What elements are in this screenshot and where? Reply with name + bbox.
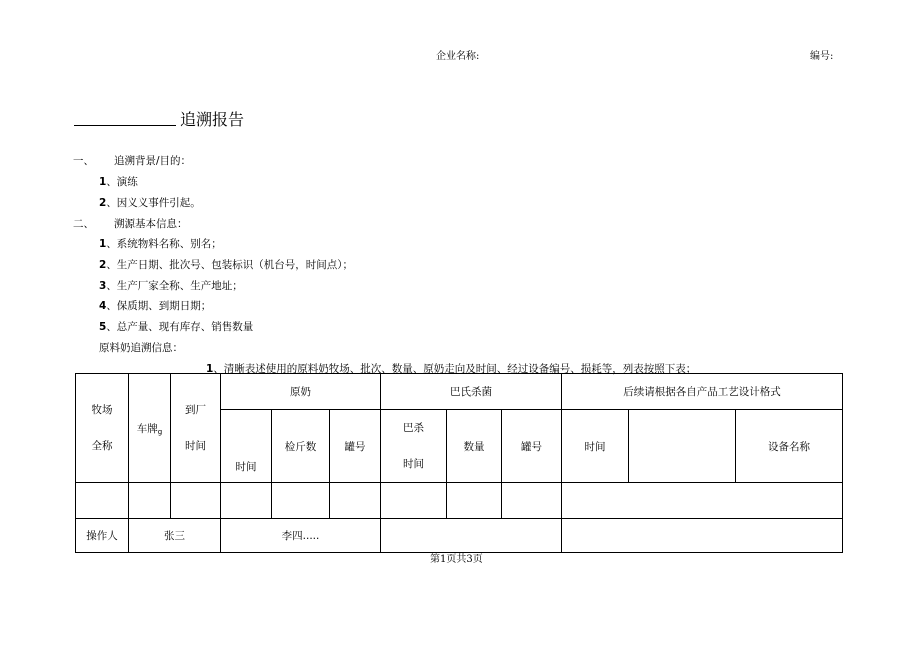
section-1-label: 追溯背景/目的：	[114, 155, 192, 167]
section-1-number: 一、	[73, 155, 94, 167]
header-arrival-time: 到厂 时间	[171, 374, 221, 483]
operator-1: 张三	[129, 519, 221, 553]
title-blank-line	[74, 125, 176, 126]
list-item: 1、系统物料名称、别名；	[99, 238, 222, 250]
section-2-label: 溯源基本信息：	[114, 218, 188, 230]
header-plate: 车牌$_g$	[129, 374, 171, 483]
list-item: 1、演练	[99, 176, 138, 188]
milk-trace-instruction: 1、清晰表述使用的原料奶牧场、批次、数量、原奶走向及时间、经过设备编号、损耗等，列表按照下表；	[206, 363, 697, 375]
page-footer: 第1页共3页	[430, 554, 483, 565]
header-pasteur-quantity: 数量	[447, 410, 502, 483]
header-followup: 后续请根据各自产品工艺设计格式	[562, 374, 843, 410]
list-item: 5、总产量、现有库存、销售数量	[99, 321, 254, 333]
header-farm: 牧场 全称	[76, 374, 129, 483]
section-2-number: 二、	[73, 218, 94, 230]
header-raw-milk: 原奶	[221, 374, 381, 410]
header-followup-blank	[629, 410, 736, 483]
header-followup-time: 时间	[562, 410, 629, 483]
header-raw-weight: 检斤数	[272, 410, 330, 483]
serial-number-label: 编号:	[810, 51, 834, 62]
list-item: 2、生产日期、批次号、包装标识（机台号，时间点）；	[99, 259, 354, 271]
header-pasteur-time: 巴杀 时间	[381, 410, 447, 483]
header-raw-time: 时间	[221, 410, 272, 483]
list-item: 4、保质期、到期日期；	[99, 300, 212, 312]
operator-label: 操作人	[76, 519, 129, 553]
table-row	[76, 519, 843, 553]
company-name-label: 企业名称:	[436, 51, 480, 62]
trace-table	[75, 373, 843, 553]
header-device-name: 设备名称	[736, 410, 843, 483]
milk-trace-label: 原料奶追溯信息：	[99, 342, 183, 354]
list-item: 3、生产厂家全称、生产地址；	[99, 280, 243, 292]
header-pasteur-tank: 罐号	[502, 410, 562, 483]
header-raw-tank: 罐号	[330, 410, 381, 483]
list-item: 2、因义义事件引起。	[99, 197, 201, 209]
page-title: 追溯报告	[180, 110, 245, 129]
header-pasteurization: 巴氏杀菌	[381, 374, 562, 410]
table-row	[76, 483, 843, 519]
operator-2: 李四.....	[221, 519, 381, 553]
